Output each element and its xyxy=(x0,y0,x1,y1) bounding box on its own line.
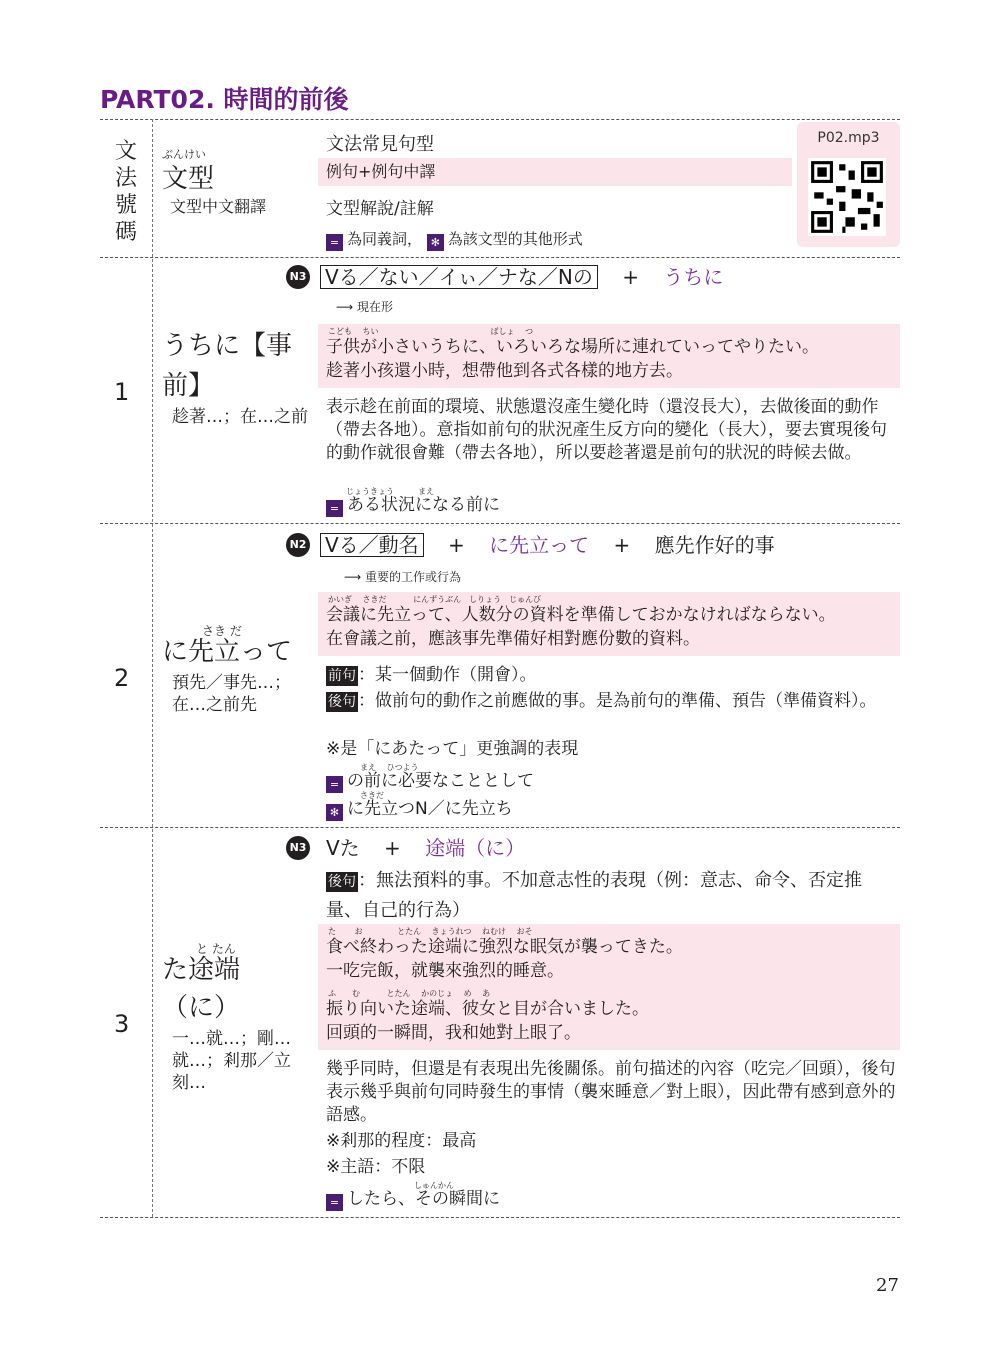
synonym-furigana: まえ ひつよう xyxy=(360,763,419,772)
synonym-line xyxy=(326,1188,500,1211)
example-japanese: 食べ終わった途端に強烈な眠気が襲ってきた。 xyxy=(326,937,683,957)
entry-meaning: 趁著…；在…之前 xyxy=(172,407,308,427)
alternative-furigana: さきだ xyxy=(360,791,384,800)
header-char: 法 xyxy=(114,166,137,191)
header-char: 文 xyxy=(114,139,137,164)
entry-number: 1 xyxy=(114,378,130,406)
example-furigana: かいぎ さきだ にんずうぶん しりょう じゅんび xyxy=(328,595,542,604)
synonym-text: ある状況になる前に xyxy=(347,495,500,515)
plus-sign: + xyxy=(613,533,631,557)
header-legend xyxy=(326,228,583,251)
pattern-target: うちに xyxy=(663,265,724,289)
header-word: 文型 xyxy=(162,164,215,194)
plus-sign: + xyxy=(448,533,465,557)
synonym-icon: = xyxy=(326,234,343,251)
pattern-end: 應先作好的事 xyxy=(654,533,775,557)
explanation-text: 幾乎同時，但還是有表現出先後關係。前句描述的內容（吃完／回頭），後句表示幾乎與前句同時發生的事情（襲來睡意／對上眼），因此帶有感到意外的語感。 xyxy=(326,1059,896,1125)
pattern-note: ⟶ 現在形 xyxy=(336,300,394,314)
pattern-note: ⟶ 重要的工作或行為 xyxy=(344,570,462,584)
synonym-icon: = xyxy=(326,500,343,517)
column-divider xyxy=(152,119,153,1217)
entry-heading: 前】 xyxy=(162,371,215,401)
example-chinese: 在會議之前，應該事先準備好相對應份數的資料。 xyxy=(326,629,700,649)
synonym-furigana: しゅんかん xyxy=(414,1181,454,1190)
level-badge: N2 xyxy=(286,533,310,557)
back-tag: 後句 xyxy=(328,694,356,710)
arrow-icon: ⟶ xyxy=(336,300,358,314)
synonym-icon: = xyxy=(326,776,343,793)
qr-code-icon[interactable] xyxy=(808,158,886,236)
pattern-line xyxy=(320,533,775,557)
synonym-line xyxy=(326,494,500,517)
legend-synonym-label: 為同義詞， xyxy=(347,230,423,248)
example-chinese: 回頭的一瞬間，我和她對上眼了。 xyxy=(326,1023,581,1043)
divider xyxy=(100,1217,900,1218)
remark: ※剎那的程度：最高 xyxy=(326,1131,477,1151)
header-row-pattern: 文法常見句型 xyxy=(326,134,434,155)
divider xyxy=(100,257,900,258)
entry-heading: た途端 xyxy=(162,955,241,985)
alternative-text: に先立つN／に先立ち xyxy=(347,799,513,819)
pattern-line xyxy=(326,836,525,860)
plus-sign: + xyxy=(384,836,401,860)
pattern-box: Vた xyxy=(326,836,360,860)
audio-filename: P02.mp3 xyxy=(817,130,880,146)
back-tag: 後句 xyxy=(328,874,356,890)
header-row-explanation: 文型解說/註解 xyxy=(326,199,434,219)
front-clause: 前句 ：某一個動作（開會）。 xyxy=(328,665,537,685)
remark: ※主語：不限 xyxy=(326,1157,426,1177)
entry-heading: （に） xyxy=(162,993,241,1023)
header-word-translation: 文型中文翻譯 xyxy=(170,197,267,216)
example-furigana: た お とたん きょうれつ ねむけ おそ xyxy=(328,927,533,936)
header-char: 碼 xyxy=(114,220,137,245)
example-chinese: 趁著小孩還小時，想帶他到各式各樣的地方去。 xyxy=(326,361,683,381)
example-japanese: 会議に先立って、人数分の資料を準備しておかなければならない。 xyxy=(326,605,836,625)
divider xyxy=(100,827,900,828)
synonym-text: したら、その瞬間に xyxy=(347,1189,500,1209)
remark: ※是「にあたって」更強調的表現 xyxy=(326,739,579,759)
example-chinese: 一吃完飯，就襲來強烈的睡意。 xyxy=(326,961,564,981)
pattern-target: 途端（に） xyxy=(425,836,526,860)
plus-sign: + xyxy=(622,265,639,289)
example-japanese: 子供が小さいうちに、いろいろな場所に連れていってやりたい。 xyxy=(326,337,819,357)
back-clause: 後句 ：無法預料的事。不加意志性的表現（例：意志、命令、否定推量、自己的行為） xyxy=(326,870,862,921)
header-left-column xyxy=(112,138,140,246)
legend-alternative-label: 為該文型的其他形式 xyxy=(447,230,583,248)
pattern-box: Vる／ない／イぃ／ナな／Nの xyxy=(320,265,598,289)
entry-number: 2 xyxy=(114,664,130,692)
pattern-target: に先立って xyxy=(489,533,590,557)
alternative-line xyxy=(326,798,513,821)
heading-furigana: さき だ xyxy=(202,624,242,638)
alternative-icon: ✻ xyxy=(427,234,444,251)
synonym-text: の前に必要なこととして xyxy=(347,771,534,791)
entry-heading: に先立って xyxy=(162,637,293,667)
entry-number: 3 xyxy=(114,1010,130,1038)
entry-meaning: 一…就…；剛…就…；剎那／立刻… xyxy=(172,1029,291,1093)
arrow-icon: ⟶ xyxy=(344,570,366,584)
synonym-icon: = xyxy=(326,1194,343,1211)
explanation-text: 表示趁在前面的環境、狀態還沒產生變化時（還沒長大），去做後面的動作（帶去各地）。意指如前句的狀況產生反方向的變化（長大），要去實現後句的動作就很會難（帶去各地），所以要趁著還是前句的狀況的時候去做。 xyxy=(326,397,887,463)
entry-heading: うちに【事 xyxy=(162,331,293,361)
page-number: 27 xyxy=(876,1275,899,1296)
level-badge: N3 xyxy=(286,265,310,289)
audio-box xyxy=(797,122,900,247)
back-clause: 後句 ：做前句的動作之前應做的事。是為前句的準備、預告（準備資料）。 xyxy=(328,691,877,711)
level-badge: N3 xyxy=(286,836,310,860)
example-furigana: ふ む とたん かのじょ め あ xyxy=(328,989,491,998)
heading-furigana: と たん xyxy=(196,942,236,956)
entry-meaning: 預先／事先…；在…之前先 xyxy=(172,673,291,715)
pattern-box: Vる／動名 xyxy=(320,533,424,557)
example-japanese: 振り向いた途端、彼女と目が合いました。 xyxy=(326,999,649,1019)
divider xyxy=(100,523,900,524)
header-char: 號 xyxy=(114,193,137,218)
header-furigana: ぶんけい xyxy=(162,148,206,161)
pattern-line xyxy=(320,265,723,289)
page-title: PART02. 時間的前後 xyxy=(100,85,349,114)
synonym-line xyxy=(326,770,534,793)
alternative-icon: ✻ xyxy=(326,804,343,821)
divider xyxy=(100,119,900,120)
example-furigana: こども ちい ばしょ つ xyxy=(328,327,534,336)
front-tag: 前句 xyxy=(328,668,356,684)
header-row-example: 例句+例句中譯 xyxy=(318,158,792,186)
synonym-furigana: じょうきょう まえ xyxy=(346,487,434,496)
